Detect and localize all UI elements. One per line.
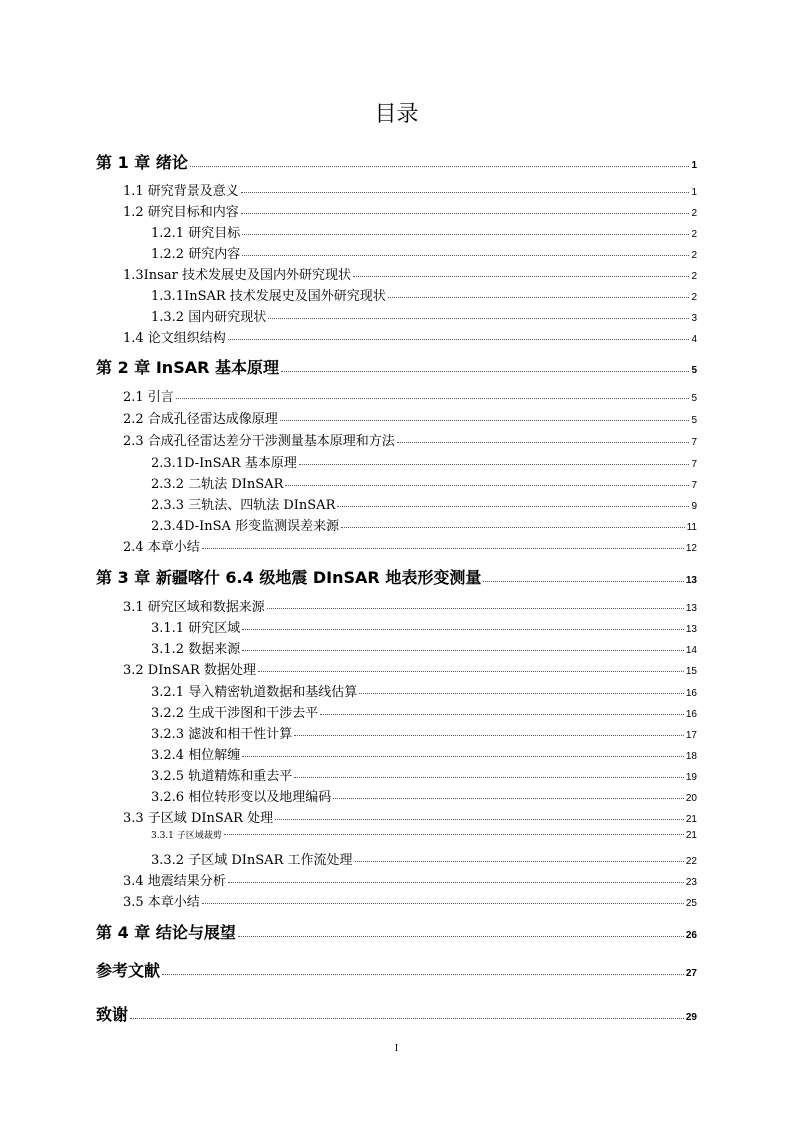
toc-entry-label: 3.2.2 生成干涉图和干涉去平 [151, 706, 319, 721]
toc-entry-label: 1.2.2 研究内容 [151, 247, 241, 262]
toc-entry[interactable] [96, 920, 697, 943]
toc-entry-page: 13 [685, 603, 697, 614]
toc-entry-label: 1.2 研究目标和内容 [123, 205, 239, 220]
toc-entry[interactable] [151, 765, 697, 784]
toc-entry[interactable] [123, 264, 697, 283]
toc-entry[interactable] [151, 849, 697, 868]
toc-entry-label: 3.2.5 轨道精炼和重去平 [151, 769, 293, 784]
toc-entry[interactable] [151, 723, 697, 742]
toc-entry[interactable] [151, 452, 697, 471]
toc-entry-page: 16 [685, 688, 697, 699]
toc-entry[interactable] [96, 355, 697, 378]
toc-entry[interactable] [96, 958, 697, 981]
toc-dot-leader [224, 834, 684, 835]
toc-entry-label: 3.3 子区域 DInSAR 处理 [123, 811, 274, 826]
toc-entry-label: 3.4 地震结果分析 [123, 874, 226, 889]
toc-dot-leader [353, 276, 689, 277]
toc-entry-page: 25 [685, 898, 697, 909]
toc-entry-page: 11 [686, 522, 697, 533]
toc-entry[interactable] [151, 306, 697, 325]
toc-dot-leader [202, 903, 684, 904]
toc-entry-page: 2 [691, 292, 697, 303]
toc-entry-page: 21 [685, 830, 697, 841]
toc-entry[interactable] [151, 744, 697, 763]
toc-dot-leader [241, 192, 690, 193]
toc-entry-label: 2.2 合成孔径雷达成像原理 [123, 412, 278, 427]
toc-entry-page: 7 [691, 459, 697, 470]
toc-entry[interactable] [96, 565, 697, 588]
toc-dot-leader [294, 777, 684, 778]
toc-dot-leader [242, 629, 684, 630]
toc-entry[interactable] [123, 327, 697, 346]
toc-entry-label: 1.1 研究背景及意义 [123, 184, 239, 199]
toc-entry[interactable] [123, 870, 697, 889]
toc-dot-leader [268, 318, 689, 319]
toc-entry[interactable] [151, 828, 697, 841]
toc-entry-label: 1.4 论文组织结构 [123, 331, 226, 346]
toc-entry[interactable] [96, 1002, 697, 1025]
toc-entry[interactable] [123, 430, 697, 449]
toc-dot-leader [242, 650, 684, 651]
toc-entry-page: 7 [691, 437, 697, 448]
toc-entry[interactable] [123, 891, 697, 910]
toc-entry-label: 致谢 [96, 1005, 129, 1024]
toc-entry-label: 3.5 本章小结 [123, 895, 200, 910]
toc-dot-leader [258, 671, 684, 672]
toc-dot-leader [337, 506, 689, 507]
toc-entry[interactable] [151, 786, 697, 805]
toc-dot-leader [320, 714, 684, 715]
toc-entry-page: 21 [685, 814, 697, 825]
toc-entry[interactable] [151, 515, 697, 534]
toc-entry-label: 3.1 研究区域和数据来源 [123, 600, 265, 615]
toc-dot-leader [388, 297, 690, 298]
toc-entry-page: 13 [685, 575, 697, 586]
toc-entry-page: 26 [685, 930, 697, 941]
toc-dot-leader [176, 398, 690, 399]
toc-entry-page: 19 [685, 772, 697, 783]
toc-entry[interactable] [123, 659, 697, 678]
toc-dot-leader [355, 861, 684, 862]
toc-entry[interactable] [151, 702, 697, 721]
toc-entry-label: 2.3.3 三轨法、四轨法 DInSAR [151, 498, 336, 513]
toc-entry-page: 29 [685, 1012, 697, 1023]
toc-dot-leader [130, 1018, 684, 1019]
toc-entry[interactable] [123, 180, 697, 199]
toc-entry-label: 3.1.1 研究区域 [151, 621, 241, 636]
toc-title: 目录 [374, 102, 419, 127]
toc-entry-page: 22 [685, 856, 697, 867]
toc-entry[interactable] [151, 222, 697, 241]
toc-dot-leader [299, 464, 690, 465]
toc-dot-leader [294, 735, 684, 736]
toc-entry-label: 3.1.2 数据来源 [151, 642, 241, 657]
toc-entry-label: 第 1 章 绪论 [96, 153, 188, 172]
toc-entry-page: 18 [685, 751, 697, 762]
toc-entry-label: 3.3.2 子区域 DInSAR 工作流处理 [151, 853, 353, 868]
toc-entry-label: 2.3.4D-InSA 形变监测误差来源 [151, 519, 340, 534]
toc-entry-page: 1 [691, 187, 697, 198]
toc-entry[interactable] [151, 473, 697, 492]
toc-dot-leader [281, 371, 689, 372]
toc-entry-label: 2.1 引言 [123, 390, 174, 405]
toc-entry-label: 第 3 章 新疆喀什 6.4 级地震 DInSAR 地表形变测量 [96, 568, 482, 587]
toc-entry[interactable] [151, 681, 697, 700]
toc-entry-label: 2.4 本章小结 [123, 540, 200, 555]
toc-entry-page: 5 [691, 365, 697, 376]
toc-entry-page: 15 [685, 666, 697, 677]
toc-entry-page: 9 [691, 501, 697, 512]
toc-entry-page: 12 [685, 543, 697, 554]
toc-entry-page: 2 [691, 271, 697, 282]
toc-entry[interactable] [123, 536, 697, 555]
toc-entry-page: 4 [691, 334, 697, 345]
toc-entry-label: 1.2.1 研究目标 [151, 226, 241, 241]
toc-dot-leader [202, 548, 684, 549]
toc-entry[interactable] [151, 243, 697, 262]
toc-entry[interactable] [123, 201, 697, 220]
toc-entry-label: 参考文献 [96, 961, 161, 980]
toc-dot-leader [341, 527, 685, 528]
toc-entry-label: 3.3.1 子区域裁剪 [151, 831, 222, 841]
toc-entry-page: 3 [691, 313, 697, 324]
toc-dot-leader [280, 420, 690, 421]
toc-entry[interactable] [123, 408, 697, 427]
toc-entry[interactable] [123, 596, 697, 615]
toc-entry-label: 2.3.1D-InSAR 基本原理 [151, 456, 297, 471]
toc-entry-label: 3.2.3 滤波和相干性计算 [151, 727, 293, 742]
toc-entry-page: 23 [685, 877, 697, 888]
toc-entry-page: 16 [685, 709, 697, 720]
toc-dot-leader [242, 756, 684, 757]
toc-dot-leader [242, 255, 689, 256]
toc-entry-page: 1 [691, 160, 697, 171]
toc-dot-leader [228, 882, 684, 883]
toc-dot-leader [241, 213, 690, 214]
toc-entry-page: 2 [691, 229, 697, 240]
toc-entry[interactable] [123, 386, 697, 405]
toc-entry-page: 27 [685, 968, 697, 979]
toc-dot-leader [285, 485, 689, 486]
toc-entry-page: 20 [685, 793, 697, 804]
toc-entry[interactable] [151, 494, 697, 513]
toc-dot-leader [228, 339, 690, 340]
toc-entry-page: 2 [691, 208, 697, 219]
toc-entry[interactable] [151, 638, 697, 657]
toc-entry-label: 3.2 DInSAR 数据处理 [123, 663, 256, 678]
toc-entry-label: 第 4 章 结论与展望 [96, 923, 236, 942]
toc-dot-leader [359, 693, 684, 694]
toc-dot-leader [275, 819, 684, 820]
toc-dot-leader [190, 166, 690, 167]
page-number-footer: I [394, 1043, 399, 1054]
toc-entry-page: 13 [685, 624, 697, 635]
toc-entry-label: 2.3 合成孔径雷达差分干涉测量基本原理和方法 [123, 434, 395, 449]
toc-dot-leader [397, 442, 690, 443]
toc-entry-page: 5 [691, 415, 697, 426]
toc-entry-page: 2 [691, 250, 697, 261]
toc-entry-label: 1.3.2 国内研究现状 [151, 310, 267, 325]
toc-entry[interactable] [123, 807, 697, 826]
toc-entry-label: 1.3Insar 技术发展史及国内外研究现状 [123, 268, 351, 283]
toc-entry[interactable] [96, 150, 697, 173]
toc-entry[interactable] [151, 285, 697, 304]
toc-entry-page: 7 [691, 480, 697, 491]
toc-dot-leader [162, 974, 684, 975]
toc-dot-leader [238, 936, 684, 937]
toc-entry-label: 3.2.4 相位解缠 [151, 748, 241, 763]
toc-dot-leader [333, 798, 684, 799]
toc-entry-page: 14 [685, 645, 697, 656]
toc-entry-label: 3.2.6 相位转形变以及地理编码 [151, 790, 332, 805]
toc-entry-label: 3.2.1 导入精密轨道数据和基线估算 [151, 685, 358, 700]
toc-dot-leader [242, 234, 689, 235]
toc-entry-label: 1.3.1InSAR 技术发展史及国外研究现状 [151, 289, 386, 304]
toc-entry-label: 2.3.2 二轨法 DInSAR [151, 477, 284, 492]
toc-entry-page: 17 [685, 730, 697, 741]
toc-entry-page: 5 [691, 393, 697, 404]
toc-entry-label: 第 2 章 InSAR 基本原理 [96, 358, 279, 377]
toc-entry[interactable] [151, 617, 697, 636]
toc-dot-leader [267, 608, 684, 609]
toc-dot-leader [483, 581, 684, 582]
